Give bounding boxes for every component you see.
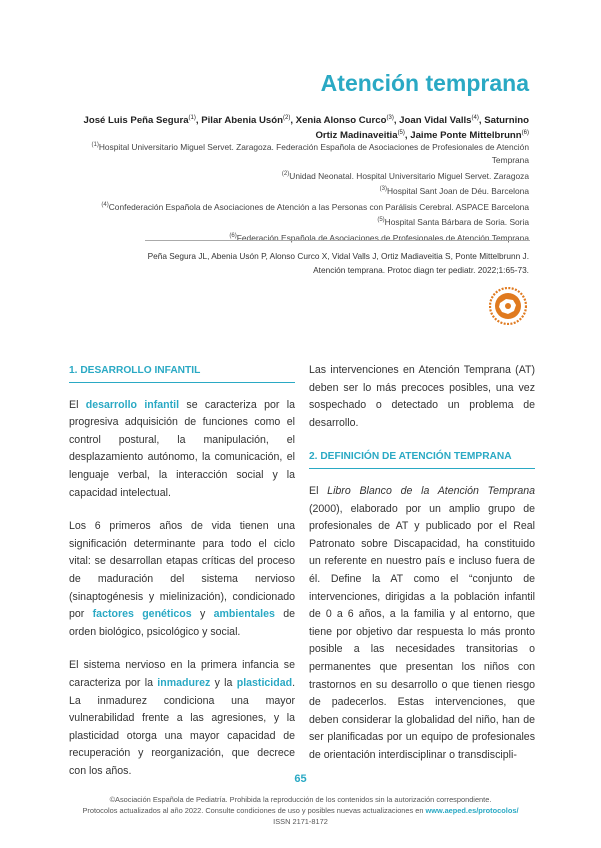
author-affiliation-mark: (5): [397, 130, 405, 137]
author-affiliation-mark: (3): [386, 115, 394, 121]
copyright-notice: ©Asociación Española de Pediatría. Prohibida la reproducción de los contenidos sin la autorización correspondiente.: [109, 795, 492, 804]
section-heading-1: 1. DESARROLLO INFANTIL: [69, 362, 295, 383]
author-name: Jaime Ponte Mittelbrunn: [410, 130, 522, 142]
citation: [144, 250, 529, 277]
update-notice: Protocolos actualizados al año 2022. Consulte condiciones de uso y posibles nuevas actualizaciones en www.aeped.es/protocolos/: [82, 805, 519, 815]
author-name: Xenia Alonso Curco: [295, 115, 387, 127]
highlight-term: plasticidad: [236, 676, 293, 689]
society-seal-icon: [489, 287, 527, 325]
footer: [0, 795, 601, 827]
author-affiliation-mark: (1): [188, 115, 196, 121]
highlight-term: inmadurez: [157, 676, 211, 689]
paragraph: El desarrollo infantil se caracteriza por la progresiva adquisición de funciones como el control postural, la manipulación, el desplazamiento autónomo, la comunicación, el lenguaje verbal, la interacción social y la capacidad intelectual.: [69, 398, 295, 499]
highlight-term: factores genéticos: [92, 608, 192, 621]
right-column: [309, 362, 535, 780]
author-list: José Luis Peña Segura$^{(1)}$, Pilar Abenia Usón$^{(2)}$, Xenia Alonso Curco$^{(3)}$, Joan Vidal Valls$^{(4)}$, Saturnino Ortiz Madinaveitia$^{(5)}$, Jaime Ponte Mittelbrunn$^{(6)}$: [83, 115, 529, 142]
affiliation: $^{(4)}$Confederación Española de Asociaciones de Atención a las Personas con Parálisis Cerebral. ASPACE Barcelona: [101, 201, 529, 212]
citation-line-2: Atención temprana. Protoc diagn ter pediatr. 2022;1:65-73.: [313, 264, 529, 275]
affiliation: $^{(6)}$Federación Española de Asociaciones de Profesionales de Atención Temprana: [229, 232, 529, 243]
left-column: [69, 362, 295, 796]
paragraph: Los 6 primeros años de vida tienen una significación determinante para todo el ciclo vital: se desarrollan etapas críticas del proceso de maduración del sistema nervioso (sinaptogénesis y mielinización), condicionado por factores genéticos y ambientales de orden biológico, psicológico y social.: [69, 520, 295, 638]
divider: [145, 240, 530, 241]
affiliation: $^{(3)}$Hospital Sant Joan de Déu. Barcelona: [379, 186, 529, 197]
author-name: Pilar Abenia Usón: [201, 115, 283, 127]
author-name: Joan Vidal Valls: [399, 115, 472, 127]
paragraph: El sistema nervioso en la primera infancia se caracteriza por la inmadurez y la plasticidad. La inmadurez condiciona una mayor vulnerabilidad frente a las agresiones, y la plasticidad otorga una mayor capacidad de recuperación y reorganización, que decrece con los años.: [69, 659, 296, 777]
author-affiliation-mark: (4): [471, 115, 479, 121]
highlight-term: desarrollo infantil: [85, 398, 180, 411]
affiliation-list: [59, 139, 529, 245]
issn: ISSN 2171-8172: [273, 816, 328, 826]
article-title: Atención temprana: [320, 70, 529, 96]
protocols-link[interactable]: www.aeped.es/protocolos/: [425, 805, 519, 815]
section-heading-2: 2. DEFINICIÓN DE ATENCIÓN TEMPRANA: [309, 448, 535, 469]
author-name: Saturnino Ortiz Madinaveitia: [315, 115, 529, 142]
citation-line-1: Peña Segura JL, Abenia Usón P, Alonso Curco X, Vidal Valls J, Ortiz Madiaveitia S, Ponte Mittelbrunn J.: [147, 251, 529, 261]
paragraph: El Libro Blanco de la Atención Temprana (2000), elaborado por un amplio grupo de profesionales de AT y publicado por el Real Patronato sobre Discapacidad, ha constituido un referente en nuestro país e incluso fuera de él. Define la AT como el “conjunto de intervenciones, dirigidas a la población infantil de 0 a 6 años, a la familia y al entorno, que tiene por objetivo dar respuesta lo más pronto posible a las necesidades transitorias o permanentes que presentan los niños con trastornos en su desarrollo o que tienen riesgo de padecerlos. Estas intervenciones, que deben considerar la globalidad del niño, han de ser planificadas por un equipo de profesionales de orientación interdisciplinar o transdiscipli-: [309, 484, 535, 761]
author-name: José Luis Peña Segura: [83, 115, 189, 127]
book-title: Libro Blanco de la Atención Temprana: [327, 484, 535, 497]
affiliation: $^{(5)}$Hospital Santa Bárbara de Soria. Soria: [377, 216, 529, 227]
affiliation: $^{(2)}$Unidad Neonatal. Hospital Universitario Miguel Servet. Zaragoza: [281, 170, 529, 181]
affiliation: $^{(1)}$Hospital Universitario Miguel Servet. Zaragoza. Federación Española de Asociaciones de Profesionales de Atención Temprana: [91, 141, 529, 166]
highlight-term: ambientales: [213, 608, 275, 621]
author-affiliation-mark: (6): [521, 130, 529, 137]
paragraph: Las intervenciones en Atención Temprana (AT) deben ser lo más precoces posibles, una vez sospechado o detectado un problema de desarrollo.: [309, 364, 535, 429]
author-affiliation-mark: (2): [282, 115, 291, 121]
page-number: 65: [294, 773, 307, 785]
